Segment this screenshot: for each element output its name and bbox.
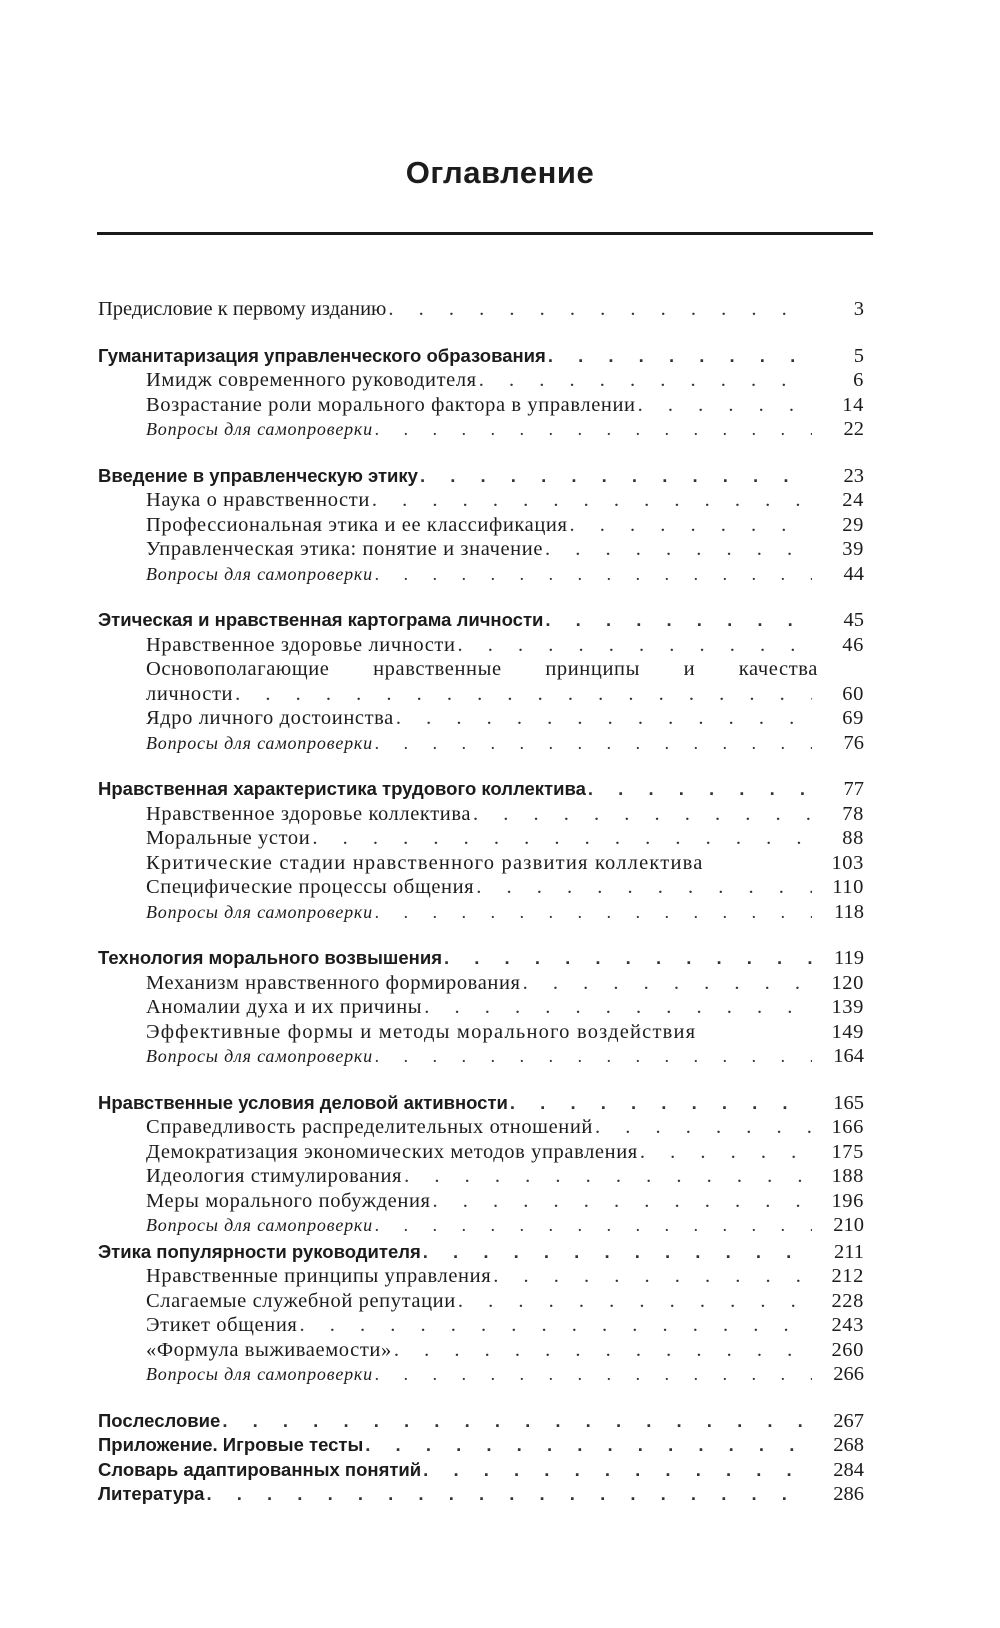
toc-page-number: 6 <box>853 369 864 391</box>
toc-entry-title: Аномалии духа и их причины <box>146 996 423 1018</box>
dot-leader <box>638 393 812 418</box>
dot-leader <box>206 1482 812 1507</box>
toc-entry[interactable] <box>98 1264 864 1289</box>
dot-leader <box>545 537 812 562</box>
toc-entry-title: Вопросы для самопроверки <box>146 1364 373 1384</box>
toc-entry-title: Вопросы для самопроверки <box>146 419 373 439</box>
toc-page-number: 29 <box>842 513 864 536</box>
toc-entry[interactable] <box>98 1140 864 1165</box>
toc-chapter-entry[interactable] <box>98 1433 864 1458</box>
toc-entry[interactable] <box>98 657 864 682</box>
dot-leader <box>424 995 812 1020</box>
toc-page-number: 165 <box>833 1091 864 1114</box>
toc-entry-title: Управленческая этика: понятие и значение <box>146 538 544 560</box>
toc-page-number: 22 <box>843 418 864 440</box>
toc-entry-title: Нравственная характеристика трудового коллектива <box>98 778 586 799</box>
toc-entry-title: Моральные устои <box>146 827 311 849</box>
dot-leader <box>588 777 812 802</box>
dot-leader <box>235 682 812 707</box>
toc-page-number: 39 <box>842 538 864 560</box>
dot-leader <box>423 1458 812 1483</box>
toc-page-number: 118 <box>834 900 864 923</box>
toc-entry[interactable] <box>98 1289 864 1314</box>
toc-chapter-entry[interactable] <box>98 344 864 369</box>
toc-entry-title: Вопросы для самопроверки <box>146 1215 373 1235</box>
dot-leader <box>388 297 812 322</box>
toc-page-number: 3 <box>853 298 864 320</box>
toc-entry[interactable] <box>98 802 864 827</box>
dot-leader <box>375 1044 812 1069</box>
dot-leader <box>375 417 812 442</box>
toc-page-number: 23 <box>843 464 864 487</box>
toc-entry-title: Нравственное здоровье коллектива <box>146 802 472 825</box>
dot-leader <box>493 1264 812 1289</box>
toc-entry[interactable] <box>98 851 864 876</box>
toc-entry-title: Ядро личного достоинства <box>146 707 394 729</box>
toc-page-number: 284 <box>833 1458 864 1481</box>
toc-entry[interactable] <box>98 706 864 731</box>
toc-page-number: 77 <box>843 778 864 800</box>
toc-entry[interactable] <box>98 682 864 707</box>
dot-leader <box>479 368 812 393</box>
toc-entry-title: Возрастание роли морального фактора в управлении <box>146 393 636 416</box>
toc-page-number: 120 <box>831 971 864 994</box>
toc-chapter-entry[interactable] <box>98 608 864 633</box>
dot-leader <box>595 1115 812 1140</box>
toc-entry-title: Профессиональная этика и ее классификация <box>146 513 568 536</box>
toc-chapter-entry[interactable] <box>98 777 864 802</box>
toc-chapter-entry[interactable] <box>98 1458 864 1483</box>
toc-page-number: 166 <box>831 1116 864 1138</box>
toc-page-number: 139 <box>831 996 864 1018</box>
title-rule <box>97 232 873 235</box>
toc-entry-title: Слагаемые служебной репутации <box>146 1289 456 1312</box>
dot-leader <box>476 875 812 900</box>
toc-entry-title: Специфические процессы общения <box>146 876 475 898</box>
dot-leader <box>510 1091 812 1116</box>
toc-entry-title: Вопросы для самопроверки <box>146 1046 373 1066</box>
toc-entry[interactable] <box>98 1115 864 1140</box>
toc-questions-entry[interactable] <box>98 1044 864 1069</box>
toc-chapter-entry[interactable] <box>98 1482 864 1507</box>
toc-entry-title: Словарь адаптированных понятий <box>98 1458 422 1480</box>
toc-page-number: 60 <box>842 682 864 705</box>
dot-leader <box>404 1164 812 1189</box>
page-title: Оглавление <box>405 155 595 190</box>
toc-page-number: 88 <box>842 827 864 849</box>
toc-entry-title: Этика популярности руководителя <box>98 1240 421 1262</box>
toc-entry-title: Вопросы для самопроверки <box>146 563 373 584</box>
toc-entry[interactable] <box>98 995 864 1020</box>
toc-entry[interactable] <box>98 1164 864 1189</box>
toc-section <box>98 297 864 322</box>
toc-page-number: 228 <box>831 1289 864 1312</box>
toc-chapter-entry[interactable] <box>98 1091 864 1116</box>
toc-entry-title: Технология морального возвышения <box>98 947 442 968</box>
dot-leader <box>299 1313 812 1338</box>
toc-chapter-entry[interactable] <box>98 946 864 971</box>
toc-entry-title: Нравственное здоровье личности <box>146 633 456 656</box>
toc-page-number: 103 <box>831 851 864 874</box>
dot-leader <box>570 513 812 538</box>
toc-section <box>98 464 864 587</box>
toc-entry-title: Механизм нравственного формирования <box>146 971 521 994</box>
toc-entry-title: Введение в управленческую этику <box>98 464 418 486</box>
toc-entry-title: Этикет общения <box>146 1314 298 1336</box>
dot-leader <box>458 633 812 658</box>
toc-page-number: 149 <box>831 1020 864 1043</box>
dot-leader <box>548 344 812 369</box>
toc-entry[interactable] <box>98 488 864 513</box>
toc-entry[interactable] <box>98 633 864 658</box>
toc-entry-title: личности <box>146 682 234 705</box>
dot-leader <box>375 1213 812 1238</box>
dot-leader <box>375 562 812 587</box>
toc-entry-title: Справедливость распределительных отношений <box>146 1116 593 1138</box>
dot-leader <box>444 946 812 971</box>
toc-section <box>98 344 864 442</box>
toc-entry[interactable] <box>98 297 864 322</box>
toc-entry[interactable] <box>98 1189 864 1214</box>
toc-section <box>98 1091 864 1238</box>
toc-section <box>98 1409 864 1507</box>
table-of-contents <box>98 297 864 1509</box>
toc-page-number: 110 <box>832 876 864 898</box>
dot-leader <box>372 488 812 513</box>
dot-leader <box>375 731 812 756</box>
dot-leader <box>640 1140 812 1165</box>
toc-entry-title: Вопросы для самопроверки <box>146 732 373 753</box>
toc-entry-title: Эффективные формы и методы морального воздействия <box>146 1020 697 1043</box>
toc-page-number: 210 <box>833 1214 864 1236</box>
toc-page-number: 211 <box>834 1240 864 1263</box>
dot-leader <box>394 1338 812 1363</box>
toc-entry-title: Послесловие <box>98 1409 221 1431</box>
toc-section <box>98 777 864 924</box>
toc-page-number: 44 <box>843 562 864 585</box>
toc-page-number: 243 <box>831 1314 864 1336</box>
toc-page-number: 45 <box>843 609 864 631</box>
toc-entry[interactable] <box>98 971 864 996</box>
toc-entry[interactable] <box>98 513 864 538</box>
toc-entry-title: Основополагающие нравственные принципы и качества <box>146 658 818 680</box>
toc-entry-title: Критические стадии нравственного развития коллектива <box>146 851 704 874</box>
toc-page-number: 267 <box>833 1409 864 1432</box>
toc-chapter-entry[interactable] <box>98 1240 864 1265</box>
toc-page-number: 188 <box>831 1165 864 1187</box>
toc-entry[interactable] <box>98 1338 864 1363</box>
toc-page-number: 24 <box>842 489 864 511</box>
toc-entry[interactable] <box>98 1313 864 1338</box>
toc-entry-title: Вопросы для самопроверки <box>146 901 373 922</box>
toc-entry-title: Меры морального побуждения <box>146 1189 431 1212</box>
toc-page-number: 286 <box>833 1483 864 1505</box>
toc-entry-title: Нравственные принципы управления <box>146 1265 492 1287</box>
toc-questions-entry[interactable] <box>98 417 864 442</box>
toc-entry[interactable] <box>98 393 864 418</box>
dot-leader <box>396 706 812 731</box>
toc-questions-entry[interactable] <box>98 562 864 587</box>
dot-leader <box>458 1289 812 1314</box>
toc-questions-entry[interactable] <box>98 900 864 925</box>
toc-questions-entry[interactable] <box>98 1362 864 1387</box>
toc-chapter-entry[interactable] <box>98 1409 864 1434</box>
toc-page-number: 175 <box>831 1140 864 1163</box>
toc-page-number: 196 <box>831 1189 864 1212</box>
toc-page-number: 266 <box>833 1363 864 1385</box>
dot-leader <box>222 1409 812 1434</box>
toc-page-number: 78 <box>842 802 864 825</box>
dot-leader <box>375 900 812 925</box>
toc-entry-title: Этическая и нравственная картограма личности <box>98 609 544 630</box>
toc-entry-title: Предисловие к первому изданию <box>98 298 387 320</box>
toc-entry-title: Имидж современного руководителя <box>146 369 477 391</box>
toc-page-number: 260 <box>831 1338 864 1361</box>
toc-section <box>98 608 864 755</box>
toc-page-number: 14 <box>842 393 864 416</box>
toc-page-number: 5 <box>853 344 864 367</box>
toc-entry-title: Наука о нравственности <box>146 489 370 511</box>
toc-entry[interactable] <box>98 537 864 562</box>
toc-page-number: 69 <box>842 707 864 729</box>
dot-leader <box>433 1189 812 1214</box>
toc-entry[interactable] <box>98 368 864 393</box>
dot-leader <box>420 464 812 489</box>
dot-leader <box>523 971 812 996</box>
toc-entry-title: Литература <box>98 1483 205 1504</box>
toc-page-number: 164 <box>833 1045 864 1067</box>
toc-entry[interactable] <box>98 875 864 900</box>
toc-entry-title: Нравственные условия деловой активности <box>98 1091 508 1113</box>
toc-entry[interactable] <box>98 826 864 851</box>
toc-entry-title: Приложение. Игровые тесты <box>98 1434 364 1455</box>
toc-page-number: 212 <box>831 1265 864 1287</box>
toc-questions-entry[interactable] <box>98 731 864 756</box>
dot-leader <box>365 1433 812 1458</box>
dot-leader <box>473 802 812 827</box>
dot-leader <box>312 826 812 851</box>
toc-entry[interactable] <box>98 1020 864 1045</box>
dot-leader <box>545 608 812 633</box>
toc-page-number: 76 <box>843 731 864 754</box>
toc-page-number: 46 <box>842 633 864 656</box>
dot-leader <box>375 1362 812 1387</box>
toc-page-number: 268 <box>833 1434 864 1456</box>
toc-chapter-entry[interactable] <box>98 464 864 489</box>
toc-entry-title: Демократизация экономических методов управления <box>146 1140 638 1163</box>
toc-entry-title: Гуманитаризация управленческого образования <box>98 344 546 366</box>
dot-leader <box>423 1240 812 1265</box>
toc-page-number: 119 <box>834 947 864 969</box>
toc-section <box>98 1240 864 1387</box>
toc-entry-title: «Формула выживаемости» <box>146 1338 392 1361</box>
toc-questions-entry[interactable] <box>98 1213 864 1238</box>
toc-section <box>98 946 864 1069</box>
toc-entry-title: Идеология стимулирования <box>146 1165 403 1187</box>
